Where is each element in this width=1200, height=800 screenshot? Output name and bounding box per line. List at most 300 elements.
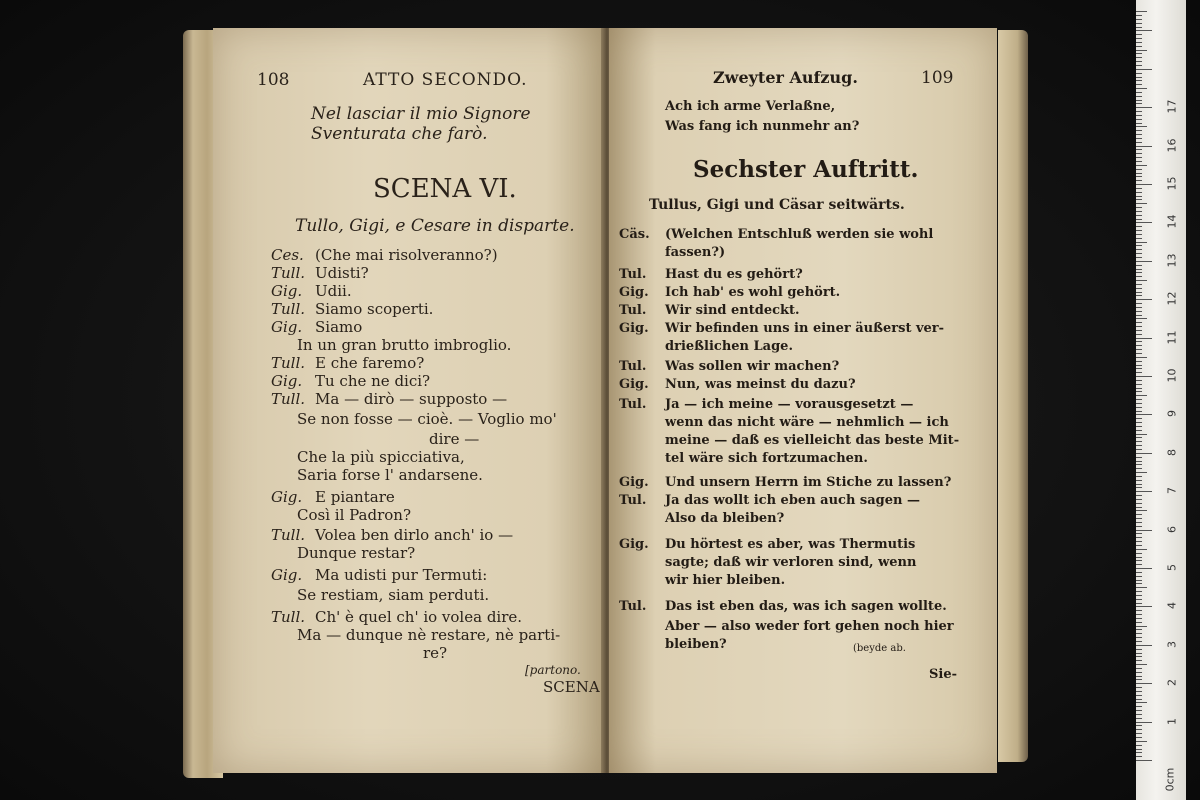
ruler-tick <box>1136 249 1142 250</box>
ruler-tick <box>1136 192 1142 193</box>
ruler-tick <box>1136 80 1142 81</box>
ruler-tick <box>1136 73 1142 74</box>
ruler-tick <box>1136 637 1142 638</box>
ruler-tick <box>1136 292 1142 293</box>
ruler-tick <box>1136 480 1142 481</box>
speaker-label: Gig. <box>271 282 303 300</box>
speaker-label: Tul. <box>619 493 647 508</box>
ruler-tick <box>1136 188 1142 189</box>
dialogue-line: Saria forse l' andarsene. <box>297 466 483 484</box>
ruler-number: 3 <box>1165 640 1179 648</box>
ruler-tick <box>1136 65 1142 66</box>
ruler-tick <box>1136 88 1147 89</box>
dialogue-line: Se non fosse — cioè. — Voglio mo' <box>297 410 557 428</box>
ruler-tick <box>1136 472 1147 473</box>
ruler-tick <box>1136 749 1142 750</box>
ruler-tick <box>1136 595 1142 596</box>
ruler-number: 17 <box>1165 99 1179 114</box>
ruler-tick <box>1136 545 1142 546</box>
ruler-tick <box>1136 288 1142 289</box>
ruler-tick <box>1136 138 1142 139</box>
dialogue-line: Ma — dirò — supposto — <box>315 390 508 408</box>
ruler-tick <box>1136 222 1152 223</box>
ruler-tick <box>1136 391 1142 392</box>
catchword-right: Sie- <box>929 667 957 682</box>
ruler-tick <box>1136 610 1142 611</box>
dialogue-line: bleiben? <box>665 637 727 652</box>
ruler-tick <box>1136 226 1142 227</box>
ruler-tick <box>1136 23 1142 24</box>
speaker-label: Tull. <box>271 390 306 408</box>
ruler-tick <box>1136 245 1142 246</box>
ruler-tick <box>1136 510 1147 511</box>
ruler-tick <box>1136 403 1142 404</box>
ruler-number: 15 <box>1165 176 1179 191</box>
ruler-tick <box>1136 196 1142 197</box>
catchword-left: SCENA <box>543 678 600 696</box>
ruler-tick <box>1136 507 1142 508</box>
ruler-tick <box>1136 269 1142 270</box>
dialogue-line: Ja — ich meine — vorausgesetzt — <box>665 397 914 412</box>
ruler-tick <box>1136 606 1152 607</box>
ruler-tick <box>1136 272 1142 273</box>
ruler-tick <box>1136 491 1152 492</box>
ruler-tick <box>1136 19 1142 20</box>
dialogue-line: Nun, was meinst du dazu? <box>665 377 856 392</box>
ruler-number: 9 <box>1165 410 1179 418</box>
left-page <box>213 28 605 773</box>
ruler-tick <box>1136 142 1142 143</box>
ruler-tick <box>1136 714 1142 715</box>
ruler-tick <box>1136 34 1142 35</box>
dialogue-line: dire — <box>429 430 480 448</box>
ruler-tick <box>1136 664 1147 665</box>
ruler-number: 5 <box>1165 564 1179 571</box>
ruler-tick <box>1136 629 1142 630</box>
ruler-number: 7 <box>1165 487 1179 495</box>
ruler-tick <box>1136 299 1152 300</box>
ruler-tick <box>1136 733 1142 734</box>
ruler-tick <box>1136 353 1142 354</box>
ruler-tick <box>1136 737 1142 738</box>
ruler-tick <box>1136 126 1147 127</box>
ruler-tick <box>1136 380 1142 381</box>
ruler-tick <box>1136 284 1142 285</box>
ruler-tick <box>1136 572 1142 573</box>
speaker-label: Gig. <box>619 537 649 552</box>
speaker-label: Tul. <box>619 397 647 412</box>
dialogue-line: Du hörtest es aber, was Thermutis <box>665 537 916 552</box>
dialogue-line: drießlichen Lage. <box>665 339 793 354</box>
ruler-tick <box>1136 15 1142 16</box>
ruler-tick <box>1136 53 1142 54</box>
dialogue-line: Wir befinden uns in einer äußerst ver- <box>665 321 945 336</box>
ruler-tick <box>1136 537 1142 538</box>
ruler-tick <box>1136 430 1142 431</box>
ruler-number: 14 <box>1165 214 1179 229</box>
ruler-tick <box>1136 695 1142 696</box>
dialogue-line: (Che mai risolveranno?) <box>315 246 498 264</box>
ruler-tick <box>1136 407 1142 408</box>
speaker-label: Gig. <box>619 285 649 300</box>
ruler-tick <box>1136 372 1142 373</box>
ruler-tick <box>1136 103 1142 104</box>
dialogue-line: Hast du es gehört? <box>665 267 803 282</box>
ruler-tick <box>1136 599 1142 600</box>
ruler-number: 4 <box>1165 602 1179 610</box>
speaker-label: Ces. <box>271 246 304 264</box>
dialogue-line: E che faremo? <box>315 354 425 372</box>
ruler-tick <box>1136 388 1142 389</box>
ruler-tick <box>1136 683 1152 684</box>
page-number-right: 109 <box>921 68 954 88</box>
ruler-tick <box>1136 334 1142 335</box>
ruler-number: 6 <box>1165 525 1179 533</box>
speaker-label: Tull. <box>271 526 306 544</box>
ruler-tick <box>1136 441 1142 442</box>
dialogue-line: In un gran brutto imbroglio. <box>297 336 512 354</box>
ruler-unit-label: 0cm <box>1163 767 1177 792</box>
ruler-tick <box>1136 146 1152 147</box>
ruler-tick <box>1136 645 1152 646</box>
ruler-tick <box>1136 568 1152 569</box>
ruler-tick <box>1136 449 1142 450</box>
ruler-tick <box>1136 653 1142 654</box>
ruler-tick <box>1136 622 1142 623</box>
speaker-label: Tul. <box>619 359 647 374</box>
ruler-tick <box>1136 603 1142 604</box>
ruler-tick <box>1136 718 1142 719</box>
ruler-tick <box>1136 280 1147 281</box>
ruler-tick <box>1136 541 1142 542</box>
ruler-tick <box>1136 203 1147 204</box>
ruler-tick <box>1136 549 1147 550</box>
dialogue-line: wir hier bleiben. <box>665 573 786 588</box>
ruler-tick <box>1136 326 1142 327</box>
ruler-tick <box>1136 464 1142 465</box>
ruler-tick <box>1136 330 1142 331</box>
ruler-tick <box>1136 445 1142 446</box>
ruler-tick <box>1136 107 1152 108</box>
ruler-tick <box>1136 418 1142 419</box>
ruler-tick <box>1136 157 1142 158</box>
ruler-tick <box>1136 123 1142 124</box>
dialogue-line: meine — daß es vielleicht das beste Mit- <box>665 433 960 448</box>
ruler-tick <box>1136 46 1142 47</box>
ruler-tick <box>1136 756 1142 757</box>
ruler-tick <box>1136 84 1142 85</box>
ruler-tick <box>1136 119 1142 120</box>
ruler-tick <box>1136 238 1142 239</box>
ruler-tick <box>1136 276 1142 277</box>
ruler-tick <box>1136 184 1152 185</box>
dialogue-line: Ch' è quel ch' io volea dire. <box>315 608 523 626</box>
dialogue-line: Siamo <box>315 318 363 336</box>
speaker-label: Gig. <box>619 377 649 392</box>
ruler-tick <box>1136 207 1142 208</box>
ruler-tick <box>1136 752 1142 753</box>
ruler-tick <box>1136 564 1142 565</box>
ruler-tick <box>1136 176 1142 177</box>
ruler-tick <box>1136 345 1142 346</box>
ruler-tick <box>1136 376 1152 377</box>
dialogue-line: Ma udisti pur Termuti: <box>315 566 488 584</box>
speaker-label: Tull. <box>271 264 306 282</box>
speaker-label: Gig. <box>271 488 303 506</box>
ruler-tick <box>1136 115 1142 116</box>
ruler-tick <box>1136 676 1142 677</box>
ruler-tick <box>1136 211 1142 212</box>
speaker-label: Tul. <box>619 267 647 282</box>
speaker-label: Cäs. <box>619 227 650 242</box>
dialogue-line: (Welchen Entschluß werden sie wohl <box>665 227 934 242</box>
ruler-tick <box>1136 434 1147 435</box>
ruler-tick <box>1136 134 1142 135</box>
ruler-tick <box>1136 257 1142 258</box>
ruler-tick <box>1136 468 1142 469</box>
ruler-tick <box>1136 706 1142 707</box>
ruler-tick <box>1136 50 1147 51</box>
page-edges-right <box>998 30 1028 762</box>
ruler-tick <box>1136 368 1142 369</box>
ruler-tick <box>1136 100 1142 101</box>
dialogue-line: E piantare <box>315 488 395 506</box>
ruler-tick <box>1136 414 1152 415</box>
dialogue-line: Volea ben dirlo anch' io — <box>315 526 514 544</box>
ruler-tick <box>1136 580 1142 581</box>
ruler-tick <box>1136 92 1142 93</box>
ruler-tick <box>1136 587 1147 588</box>
ruler-tick <box>1136 11 1147 12</box>
ruler-tick <box>1136 307 1142 308</box>
ruler-tick <box>1136 234 1142 235</box>
dialogue-line: wenn das nicht wäre — nehmlich — ich <box>665 415 949 430</box>
ruler-tick <box>1136 295 1142 296</box>
scene-persons-right: Tullus, Gigi und Cäsar seitwärts. <box>649 197 905 213</box>
ruler-number: 16 <box>1165 138 1179 153</box>
dialogue-line: Che la più spicciativa, <box>297 448 465 466</box>
ruler-tick <box>1136 503 1142 504</box>
dialogue-line: Dunque restar? <box>297 544 416 562</box>
ruler-tick <box>1136 357 1147 358</box>
ruler-tick <box>1136 242 1147 243</box>
ruler-tick <box>1136 710 1142 711</box>
ruler-tick <box>1136 349 1142 350</box>
stage-direction-left: [partono. <box>525 663 581 677</box>
verse-line: Was fang ich nunmehr an? <box>665 119 860 134</box>
speaker-label: Gig. <box>271 372 303 390</box>
dialogue-line: tel wäre sich fortzumachen. <box>665 451 868 466</box>
speaker-label: Tull. <box>271 354 306 372</box>
ruler-tick <box>1136 30 1152 31</box>
running-head-right: Zweyter Aufzug. <box>713 68 858 87</box>
ruler-tick <box>1136 518 1142 519</box>
ruler-number: 11 <box>1165 330 1179 345</box>
speaker-label: Tull. <box>271 608 306 626</box>
ruler-tick <box>1136 729 1142 730</box>
ruler-tick <box>1136 27 1142 28</box>
page-number-left: 108 <box>257 70 290 90</box>
ruler-tick <box>1136 699 1142 700</box>
running-head-left: ATTO SECONDO. <box>363 70 528 90</box>
ruler-tick <box>1136 130 1142 131</box>
ruler-tick <box>1136 399 1142 400</box>
ruler-number: 10 <box>1165 368 1179 383</box>
ruler-tick <box>1136 668 1142 669</box>
dialogue-line: re? <box>423 644 448 662</box>
scene-title-left: SCENA VI. <box>373 174 517 204</box>
ruler-tick <box>1136 741 1147 742</box>
ruler-tick <box>1136 576 1142 577</box>
ruler-tick <box>1136 679 1142 680</box>
verse-line: Ach ich arme Verlaßne, <box>665 99 836 114</box>
ruler-tick <box>1136 261 1152 262</box>
ruler-tick <box>1136 687 1142 688</box>
ruler-tick <box>1136 303 1142 304</box>
ruler-tick <box>1136 437 1142 438</box>
dialogue-line: Das ist eben das, was ich sagen wollte. <box>665 599 947 614</box>
dialogue-line: sagte; daß wir verloren sind, wenn <box>665 555 917 570</box>
ruler-tick <box>1136 149 1142 150</box>
ruler-tick <box>1136 591 1142 592</box>
ruler-tick <box>1136 365 1142 366</box>
ruler-number: 1 <box>1165 717 1179 725</box>
verse-line: Sventurata che farò. <box>311 124 488 144</box>
ruler-tick <box>1136 530 1152 531</box>
ruler-tick <box>1136 315 1142 316</box>
ruler-tick <box>1136 641 1142 642</box>
scene-persons-left: Tullo, Gigi, e Cesare in disparte. <box>295 216 575 236</box>
dialogue-line: Se restiam, siam perduti. <box>297 586 490 604</box>
ruler-tick <box>1136 553 1142 554</box>
dialogue-line: Siamo scoperti. <box>315 300 434 318</box>
ruler-tick <box>1136 384 1142 385</box>
dialogue-line: fassen?) <box>665 245 726 260</box>
ruler-tick <box>1136 253 1142 254</box>
ruler-tick <box>1136 484 1142 485</box>
ruler-tick <box>1136 318 1147 319</box>
ruler-number: 2 <box>1165 679 1179 687</box>
ruler-tick <box>1136 38 1142 39</box>
dialogue-line: Udisti? <box>315 264 369 282</box>
open-book <box>183 22 1028 774</box>
ruler-tick <box>1136 161 1142 162</box>
ruler-tick <box>1136 691 1142 692</box>
ruler-tick <box>1136 453 1152 454</box>
dialogue-line: Was sollen wir machen? <box>665 359 840 374</box>
dialogue-line: Aber — also weder fort gehen noch hier <box>665 619 954 634</box>
ruler-tick <box>1136 499 1142 500</box>
ruler-tick <box>1136 457 1142 458</box>
ruler-tick <box>1136 533 1142 534</box>
ruler-tick <box>1136 649 1142 650</box>
ruler-number: 13 <box>1165 253 1179 268</box>
ruler-tick <box>1136 422 1142 423</box>
ruler-tick <box>1136 702 1147 703</box>
verse-line: Nel lasciar il mio Signore <box>311 104 531 124</box>
ruler-tick <box>1136 361 1142 362</box>
ruler-tick <box>1136 61 1142 62</box>
ruler-tick <box>1136 169 1142 170</box>
dialogue-line: Udii. <box>315 282 352 300</box>
ruler-tick <box>1136 633 1142 634</box>
speaker-label: Gig. <box>271 566 303 584</box>
dialogue-line: Tu che ne dici? <box>315 372 431 390</box>
dialogue-line: Also da bleiben? <box>665 511 785 526</box>
ruler-tick <box>1136 311 1142 312</box>
ruler-tick <box>1136 173 1142 174</box>
dialogue-line: Wir sind entdeckt. <box>665 303 800 318</box>
ruler-tick <box>1136 395 1147 396</box>
ruler-tick <box>1136 656 1142 657</box>
ruler-tick <box>1136 111 1142 112</box>
ruler-tick <box>1136 760 1152 761</box>
speaker-label: Tull. <box>271 300 306 318</box>
ruler-tick <box>1136 557 1142 558</box>
ruler-tick <box>1136 526 1142 527</box>
ruler-tick <box>1136 180 1142 181</box>
ruler-tick <box>1136 672 1142 673</box>
ruler-tick <box>1136 522 1142 523</box>
dialogue-line: Ja das wollt ich eben auch sagen — <box>665 493 921 508</box>
ruler-tick <box>1136 722 1152 723</box>
ruler-tick <box>1136 96 1142 97</box>
measuring-ruler <box>1136 0 1186 800</box>
ruler-tick <box>1136 745 1142 746</box>
ruler-tick <box>1136 461 1142 462</box>
speaker-label: Gig. <box>271 318 303 336</box>
ruler-tick <box>1136 265 1142 266</box>
speaker-label: Gig. <box>619 475 649 490</box>
ruler-tick <box>1136 618 1142 619</box>
ruler-tick <box>1136 153 1142 154</box>
dialogue-line: Così il Padron? <box>297 506 412 524</box>
ruler-tick <box>1136 411 1142 412</box>
dialogue-line: Und unsern Herrn im Stiche zu lassen? <box>665 475 952 490</box>
speaker-label: Tul. <box>619 303 647 318</box>
ruler-tick <box>1136 583 1142 584</box>
ruler-tick <box>1136 230 1142 231</box>
ruler-tick <box>1136 560 1142 561</box>
ruler-tick <box>1136 660 1142 661</box>
ruler-tick <box>1136 219 1142 220</box>
ruler-tick <box>1136 495 1142 496</box>
ruler-tick <box>1136 42 1142 43</box>
ruler-tick <box>1136 199 1142 200</box>
ruler-tick <box>1136 69 1152 70</box>
ruler-tick <box>1136 614 1142 615</box>
ruler-tick <box>1136 725 1142 726</box>
ruler-tick <box>1136 476 1142 477</box>
ruler-tick <box>1136 514 1142 515</box>
ruler-tick <box>1136 487 1142 488</box>
right-page <box>609 28 997 773</box>
ruler-tick <box>1136 215 1142 216</box>
ruler-number: 12 <box>1165 291 1179 306</box>
dialogue-line: Ich hab' es wohl gehört. <box>665 285 841 300</box>
scene-title-right: Sechster Auftritt. <box>693 156 919 183</box>
ruler-tick <box>1136 77 1142 78</box>
ruler-number: 8 <box>1165 448 1179 456</box>
ruler-tick <box>1136 338 1152 339</box>
speaker-label: Gig. <box>619 321 649 336</box>
ruler-tick <box>1136 322 1142 323</box>
ruler-tick <box>1136 626 1147 627</box>
ruler-tick <box>1136 341 1142 342</box>
ruler-tick <box>1136 426 1142 427</box>
dialogue-line: Ma — dunque nè restare, nè parti- <box>297 626 561 644</box>
stage-direction-right: (beyde ab. <box>853 643 906 654</box>
